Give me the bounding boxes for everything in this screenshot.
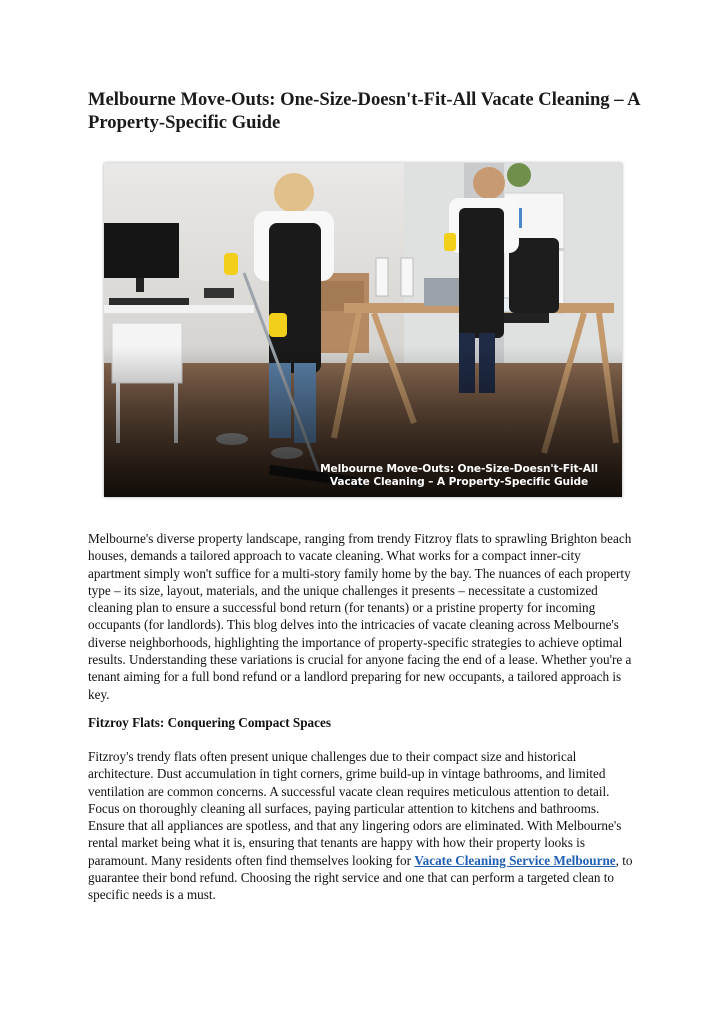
- section-heading-fitzroy: Fitzroy Flats: Conquering Compact Spaces: [88, 715, 331, 730]
- intro-paragraph: Melbourne's diverse property landscape, ranging from trendy Fitzroy flats to sprawling Brighton beach houses, demands a tailored approach to vacate cleaning. What works for a compact inner-city apartment simply won't suffice for a multi-story family home by the bay. The nuances of each property type – its size, layout, materials, and the unique challenges it presents – necessitate a customized cleaning plan to ensure a successful bond return (for tenants) or a pristine property for incoming occupants (for landlords). This blog delves into the intricacies of vacate cleaning across Melbourne's diverse neighborhoods, highlighting the importance of property-specific strategies to achieve optimal results. Understanding these variations is crucial for anyone facing the end of a lease. Whether you're a tenant aiming for a full bond refund or a landlord preparing for new occupants, a tailored approach is key.: [88, 531, 632, 702]
- fitzroy-text-after-link: , to guarantee their bond refund. Choosing the right service and one that can perform a targeted clean to specific needs is a must.: [88, 852, 633, 903]
- cleaning-photo-icon: [104, 163, 622, 497]
- hero-caption: [304, 463, 614, 489]
- hero-caption-line1: Melbourne Move-Outs: One-Size-Doesn't-Fit-All: [320, 463, 598, 475]
- page-title: Melbourne Move-Outs: One-Size-Doesn't-Fit-All Vacate Cleaning – A Property-Specific Guide: [88, 89, 640, 133]
- hero-image: [104, 163, 622, 497]
- hero-caption-line2: Vacate Cleaning – A Property-Specific Guide: [329, 476, 589, 488]
- fitzroy-text-before-link: Fitzroy's trendy flats often present unique challenges due to their compact size and historical architecture. Dust accumulation in tight corners, grime build-up in vintage bathrooms, and limited ventilation are common concerns. A successful vacate clean requires meticulous attention to detail. Focus on thoroughly cleaning all surfaces, paying particular attention to kitchens and bathrooms. Ensure that all appliances are spotless, and that any lingering odors are eliminated. With Melbourne's rental market being what it is, ensuring that tenants are happy with how their property looks is paramount. Many residents often find themselves looking for: [88, 749, 622, 868]
- vacate-cleaning-link[interactable]: Vacate Cleaning Service Melbourne: [414, 852, 616, 868]
- fitzroy-paragraph: [88, 748, 636, 904]
